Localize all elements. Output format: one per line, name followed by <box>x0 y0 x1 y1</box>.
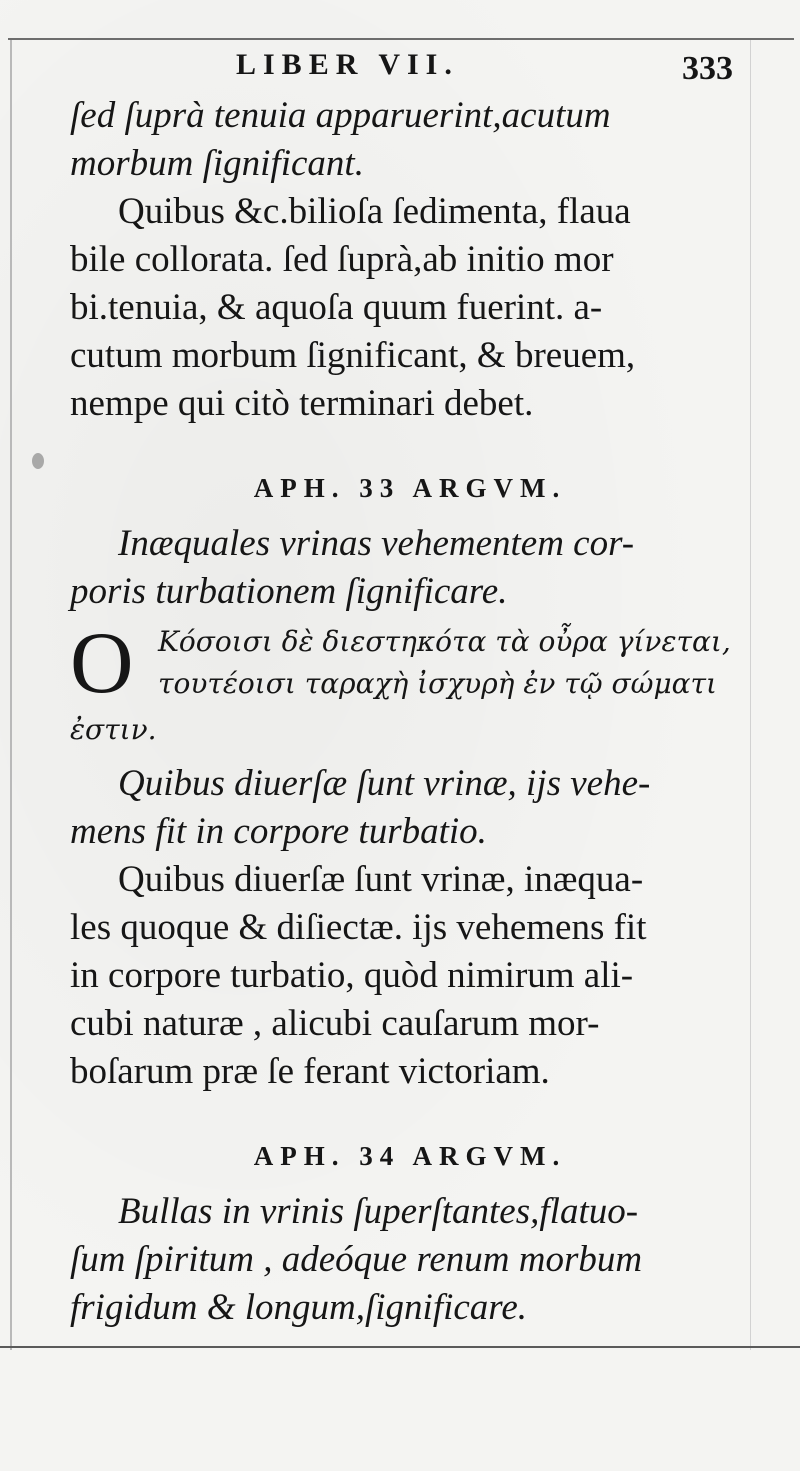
paragraph-commentary <box>70 188 750 428</box>
aphorism-translation <box>70 760 750 856</box>
greek-line: ἐστιν. <box>70 713 157 746</box>
text-line: ſed ſuprà tenuia apparuerint,acutum <box>70 95 611 136</box>
top-rule <box>8 38 794 40</box>
right-margin-rule <box>750 40 751 1350</box>
section-heading-aph34: APH. 34 ARGVM. <box>253 1141 567 1171</box>
page-number: 333 <box>682 50 733 87</box>
page-body <box>70 92 750 1332</box>
page-header <box>0 48 800 88</box>
greek-line: Κόσοισι δὲ διεστηκότα τὰ οὖρα γίνεται, <box>158 625 731 658</box>
aphorism-commentary <box>70 856 750 1096</box>
ink-spot <box>32 453 44 469</box>
drop-cap: O <box>70 615 134 712</box>
paragraph-continuation <box>70 92 750 188</box>
text-line: les quoque & diſiectæ. ijs vehemens fit <box>70 907 647 948</box>
greek-line: τουτέοισι ταραχὴ ἰσχυρὴ ἐν τῷ σώματι <box>158 667 718 700</box>
text-line: Bullas in vrinis ſuperſtantes,flatuo- <box>118 1191 639 1232</box>
text-line: cubi naturæ , alicubi cauſarum mor- <box>70 1003 600 1044</box>
text-line: cutum morbum ſignificant, & breuem, <box>70 335 636 376</box>
text-line: boſarum præ ſe ferant victoriam. <box>70 1051 550 1092</box>
aphorism-latin <box>70 520 750 616</box>
aphorism-latin <box>70 1188 750 1332</box>
text-line: Quibus &c.bilioſa ſedimenta, flaua <box>118 191 631 232</box>
section-heading-aph33: APH. 33 ARGVM. <box>253 473 567 503</box>
text-line: bile collorata. ſed ſuprà,ab initio mor <box>70 239 614 280</box>
text-line: bi.tenuia, & aquoſa quum fuerint. a- <box>70 287 603 328</box>
text-line: Quibus diuerſæ ſunt vrinæ, ijs vehe- <box>118 763 651 804</box>
text-line: frigidum & longum,ſignificare. <box>70 1287 528 1328</box>
text-line: nempe qui citò terminari debet. <box>70 383 534 424</box>
text-line: morbum ſignificant. <box>70 143 364 184</box>
text-line: mens fit in corpore turbatio. <box>70 811 487 852</box>
text-line: Inæquales vrinas vehementem cor- <box>118 523 635 564</box>
left-margin-rule <box>10 40 12 1350</box>
text-line: poris turbationem ſignificare. <box>70 571 508 612</box>
bottom-rule <box>0 1346 800 1348</box>
text-line: ſum ſpiritum , adeóque renum morbum <box>70 1239 643 1280</box>
text-line: Quibus diuerſæ ſunt vrinæ, inæqua- <box>118 859 644 900</box>
aphorism-greek <box>70 615 750 760</box>
running-head: LIBER VII. <box>236 48 459 81</box>
text-line: in corpore turbatio, quòd nimirum ali- <box>70 955 634 996</box>
